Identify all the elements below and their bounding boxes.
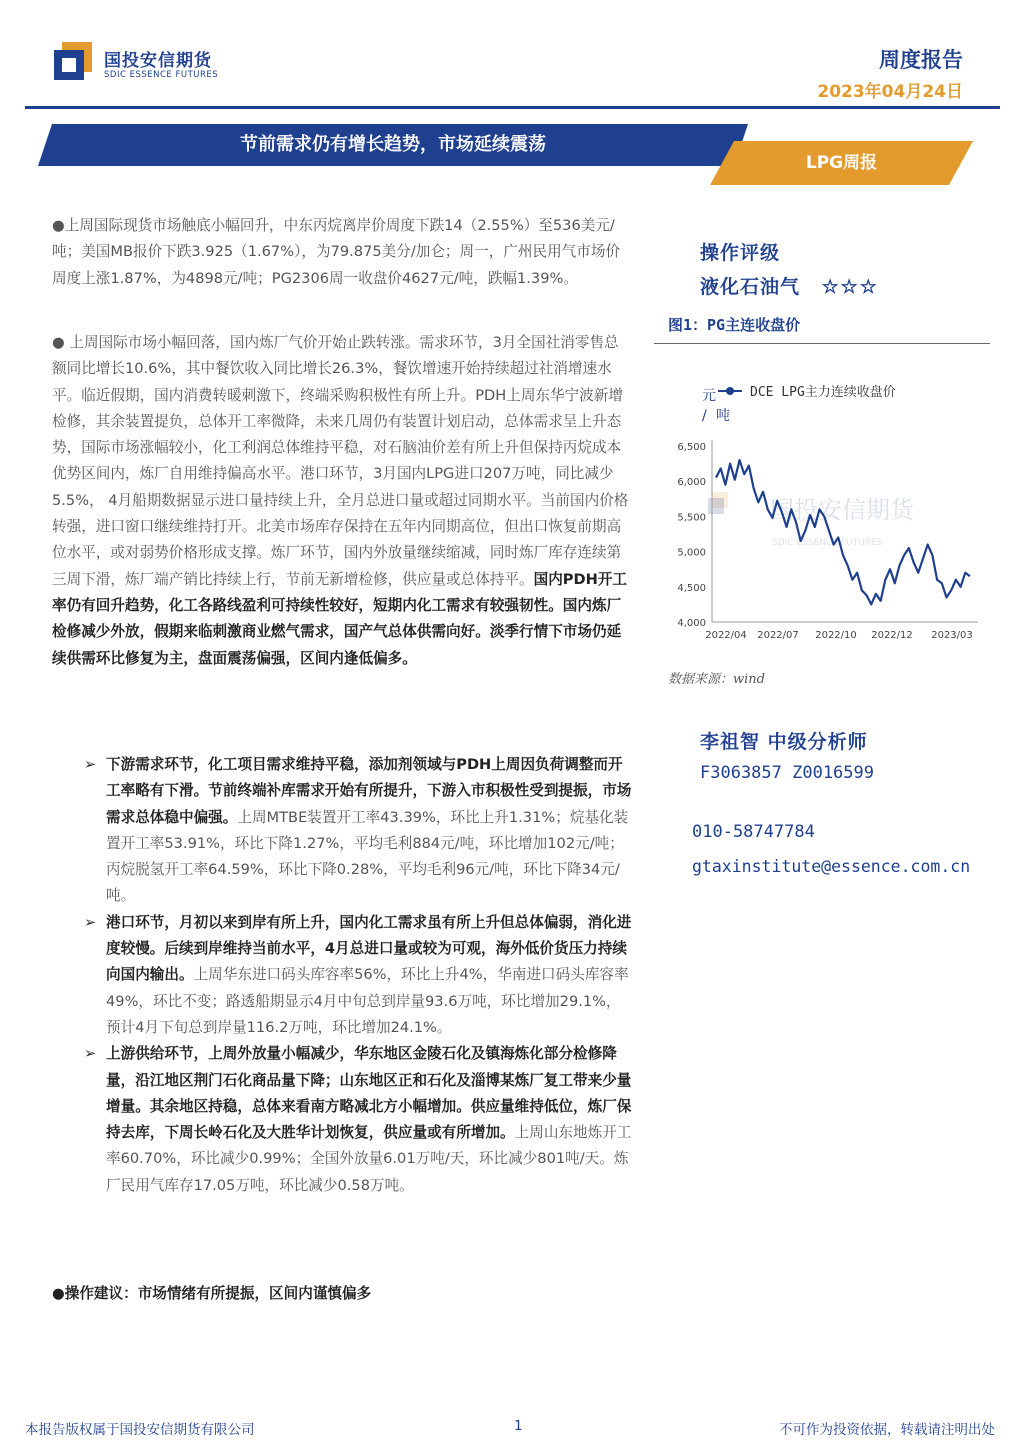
operation-advice: ●操作建议：市场情绪有所提振，区间内谨慎偏多: [52, 1285, 372, 1302]
rating-title: 操作评级: [700, 242, 781, 264]
summary-paragraph-1: [52, 213, 632, 292]
figure-title: 图1：PG主连收盘价: [668, 316, 801, 334]
summary-paragraph-2: [52, 330, 632, 672]
price-line-chart: [660, 370, 990, 660]
series-line-dce-lpg: [716, 460, 970, 604]
bullet-supply-bold: 上游供给环节，上周外放量小幅减少，华东地区金陵石化及镇海炼化部分检修降量，沿江地区荆门石化商品量下降；山东地区正和石化及淄博某炼厂复工带来少量增量。其余地区持稳，总体来看南方略减北方小幅增加。供应量维持低位，炼厂保持去库，下周长岭石化及大胜华计划恢复，供应量或有所增加。: [106, 1045, 632, 1142]
rating-stars-icon: ☆☆☆: [821, 276, 879, 298]
arrow-icon: ➢: [84, 1045, 97, 1063]
y-tick-label: 6,000: [677, 477, 706, 489]
y-tick-label: 6,500: [677, 442, 706, 453]
figure-divider: [654, 343, 990, 344]
company-logo-icon: [52, 40, 94, 82]
summary-p2-text: ● 上周国际市场小幅回落，国内炼厂气价开始止跌转涨。需求环节，3月全国社消零售总额同比增长10.6%，其中餐饮收入同比增长26.3%，餐饮增速开始持续超过社消增速水平。临近假期，国内消费转暖刺激下，终端采购积极性有所上升。PDH上周东华宁波新增检修，其余装置提负，总体开工率微降，未来几周仍有装置计划启动，总体需求呈上升态势，国际市场涨幅较小，化工利润总体维持平稳，对石脑油价差有所上升但保持丙烷成本优势区间内，炼厂自用维持偏高水平。港口环节，3月国内LPG进口207万吨，同比减少5.5%， 4月船期数据显示进口量持续上升，全月总进口量或超过同期水平。当前国内价格转强，进口窗口继续维持打开。北美市场库存保持在五年内同期高位，但出口恢复前期高位水平，或对弱势价格形成支撑。炼厂环节，国内外放量继续缩减，同时炼厂库存连续第三周下滑，炼厂端产销比持续上行，节前无新增检修，供应量或总体持平。: [52, 334, 629, 588]
y-axis-label: 元/ 吨: [702, 388, 730, 424]
company-name-cn: 国投安信期货: [104, 51, 212, 71]
x-tick-label: 2023/03: [931, 630, 973, 641]
legend-marker: [726, 387, 734, 395]
page-number: 1: [514, 1418, 523, 1434]
analyst-certificate: F3063857 Z0016599: [700, 763, 874, 783]
y-tick-label: 4,500: [677, 582, 706, 594]
bullet-list: [84, 752, 634, 1199]
report-tag-text: LPG周报: [805, 153, 878, 173]
bullet-demand: [84, 752, 634, 910]
summary-p2-bold: 国内PDH开工率仍有回升趋势，化工各路线盈利可持续性较好，短期内化工需求有较强韧性。国内炼厂检修减少外放，假期来临刺激商业燃气需求，国产气总体供需向好。淡季行情下市场仍延续供需环比修复为主，盘面震荡偏强，区间内逢低偏多。: [52, 570, 628, 667]
data-source: 数据来源：wind: [668, 672, 765, 687]
y-tick-label: 5,500: [677, 512, 706, 524]
arrow-icon: ➢: [84, 756, 97, 773]
y-tick-label: 4,000: [677, 618, 706, 629]
bullet-port-text: 上周华东进口码头库容率56%，环比上升4%，华南进口码头库容率49%，环比不变；路透船期显示4月中旬总到岸量93.6万吨，环比增加29.1%，预计4月下旬总到岸量116.2万吨，环比增加24.1%。: [106, 966, 629, 1036]
contact-phone: 010-58747784: [692, 822, 815, 842]
x-tick-label: 2022/12: [871, 630, 913, 641]
bullet-supply: [84, 1041, 634, 1199]
summary-p1-text: ●上周国际现货市场触底小幅回升，中东丙烷离岸价周度下跌14（2.55%）至536美元/吨；美国MB报价下跌3.925（1.67%），为79.875美分/加仑；周一，广州民用气市场价周度上涨1.87%，为4898元/吨；PG2306周一收盘价4627元/吨，跌幅1.39%。: [52, 217, 621, 287]
report-type: 周度报告: [879, 48, 963, 72]
analyst-name: 李祖智 中级分析师: [700, 731, 868, 753]
watermark-en: SDIC ESSENCE FUTURES: [772, 538, 883, 548]
report-date: 2023年04月24日: [817, 82, 963, 102]
legend-label: DCE LPG主力连续收盘价: [750, 385, 896, 400]
footer-disclaimer: 不可作为投资依据，转载请注明出处: [779, 1422, 995, 1438]
arrow-icon: ➢: [84, 913, 97, 931]
rating-row: [700, 272, 879, 299]
header-divider: [25, 106, 1000, 109]
contact-email[interactable]: gtaxinstitute@essence.com.cn: [692, 857, 971, 876]
footer-copyright: 本报告版权属于国投安信期货有限公司: [25, 1422, 255, 1438]
headline-text: 节前需求仍有增长趋势，市场延续震荡: [240, 134, 546, 155]
bullet-port: [84, 910, 634, 1041]
rating-item: 液化石油气: [700, 276, 801, 298]
bullet-port-bold: 港口环节，月初以来到岸有所上升，国内化工需求虽有所上升但总体偏弱，消化进度较慢。后续到岸维持当前水平，4月总进口量或较为可观，海外低价货压力持续向国内输出。: [106, 913, 632, 984]
watermark-cn: 国投安信期货: [770, 496, 914, 524]
bullet-demand-text: 上周MTBE装置开工率43.39%，环比上升1.31%；烷基化装置开工率53.91%，环比下降1.27%，平均毛利884元/吨，环比增加102元/吨；丙烷脱氢开工率64.59%，环比下降0.28%，平均毛利96元/吨，环比下降34元/吨。: [106, 808, 629, 905]
bullet-demand-bold: 下游需求环节，化工项目需求维持平稳，添加剂领域与PDH上周因负荷调整而开工率略有下滑。节前终端补库需求开始有所提升，下游入市积极性受到提振，市场需求总体稳中偏强。: [106, 756, 632, 826]
y-tick-label: 5,000: [677, 547, 706, 559]
company-name-en: SDIC ESSENCE FUTURES: [104, 70, 219, 80]
bullet-supply-text: 上周山东地炼开工率60.70%，环比减少0.99%；全国外放量6.01万吨/天，环比减少801吨/天。炼厂民用气库存17.05万吨，环比减少0.58万吨。: [106, 1124, 632, 1194]
x-tick-label: 2022/07: [757, 630, 799, 641]
x-tick-label: 2022/04: [705, 630, 747, 641]
x-tick-label: 2022/10: [815, 630, 857, 641]
